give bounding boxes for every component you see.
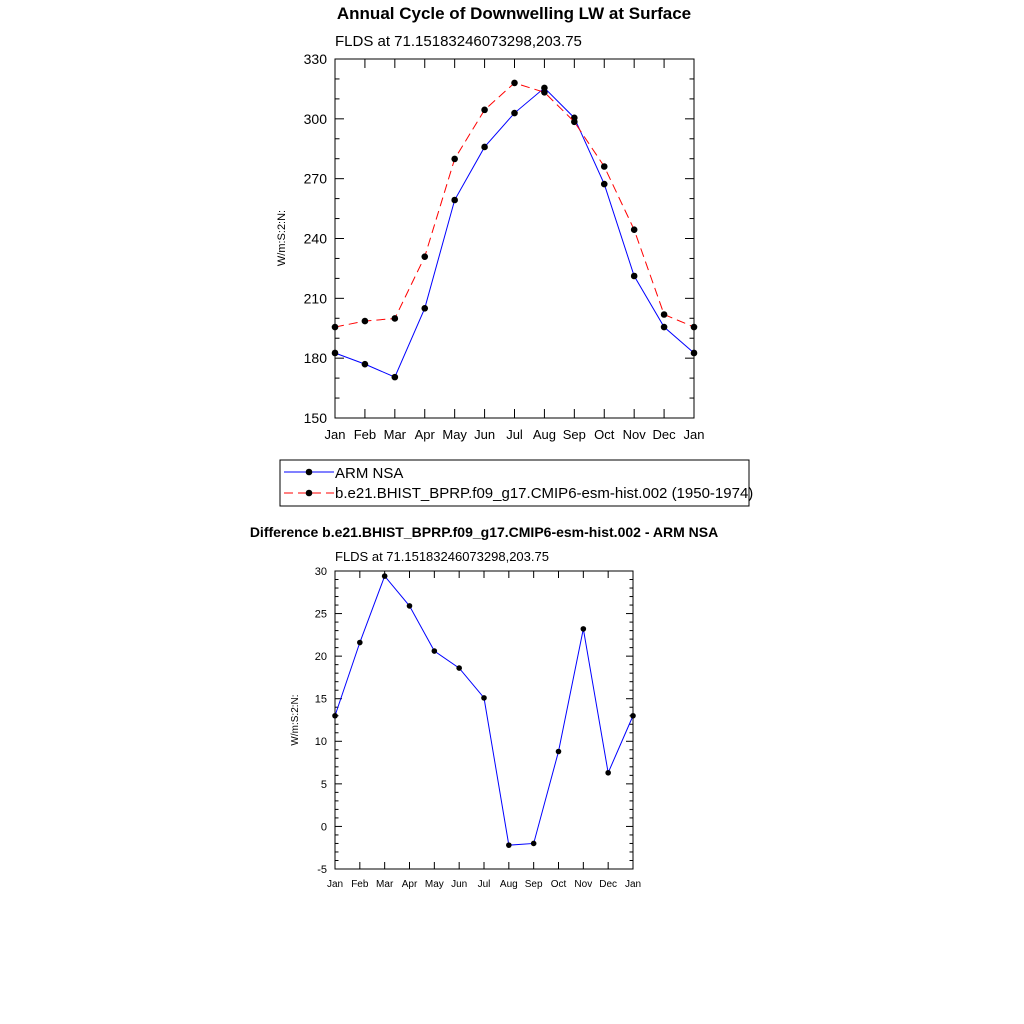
top-legend	[280, 460, 753, 506]
chart0-x-tick-label: Apr	[414, 427, 435, 442]
chart1-series-0-point	[556, 749, 562, 755]
chart0-series-0-point	[451, 197, 458, 204]
chart1-y-tick-label: 5	[320, 778, 327, 791]
chart1-series-0-point	[481, 695, 487, 701]
legend-label-model: b.e21.BHIST_BPRP.f09_g17.CMIP6-esm-hist.002 (1950-1974)	[335, 485, 754, 502]
chart0-y-tick-label: 240	[303, 230, 327, 247]
chart0-series-1-point	[601, 163, 608, 170]
chart1-series-0-point	[605, 770, 611, 776]
chart0-series-0-point	[481, 144, 488, 151]
chart1-y-tick-label: 20	[314, 651, 327, 664]
chart1-y-tick-label: 15	[314, 693, 327, 706]
chart0-x-tick-label: Jul	[506, 427, 523, 442]
chart0-x-tick-label: Feb	[353, 427, 377, 442]
chart1-series-0-point	[382, 573, 388, 579]
chart1-y-tick-label: 25	[314, 608, 327, 621]
chart0-series-1-point	[571, 119, 578, 126]
chart1-series-0-point	[506, 842, 512, 848]
chart0-series-1-point	[362, 318, 369, 325]
legend-marker-arm	[306, 469, 313, 476]
chart1-x-tick-label: Oct	[550, 879, 567, 890]
chart1-x-tick-label: May	[424, 879, 444, 890]
chart0-series-1-point	[481, 107, 488, 114]
chart1-x-tick-label: Mar	[376, 879, 394, 890]
chart0-series-1-point	[332, 324, 339, 331]
chart0-series-1-point	[541, 89, 548, 96]
chart0-series-1-point	[631, 226, 638, 233]
chart0-series-0-point	[601, 181, 608, 188]
chart0-x-tick-label: Mar	[383, 427, 407, 442]
chart1-y-tick-label: 0	[320, 821, 327, 834]
chart0-series-0-point	[421, 305, 428, 312]
chart0-series-0-point	[661, 324, 668, 331]
chart1-series-0-point	[581, 626, 587, 632]
chart0-series-line-0	[335, 88, 694, 377]
chart1-x-tick-label: Sep	[524, 879, 543, 890]
chart1-x-tick-label: Jan	[326, 879, 344, 890]
chart1-x-tick-label: Jan	[624, 879, 642, 890]
chart1-series-line-0	[335, 576, 633, 845]
chart0-x-tick-label: Jan	[324, 427, 346, 442]
top-chart-title: Annual Cycle of Downwelling LW at Surface	[336, 4, 692, 23]
chart1-x-tick-label: Jun	[451, 879, 468, 890]
chart0-x-tick-label: Dec	[652, 427, 676, 442]
chart0-x-tick-label: Aug	[532, 427, 556, 442]
chart1-plot-frame	[335, 571, 633, 869]
chart1-x-tick-label: Nov	[574, 879, 593, 890]
chart1-y-tick-label: 10	[314, 736, 327, 749]
chart0-series-0-point	[362, 361, 369, 368]
top-chart-subtitle: FLDS at 71.15183246073298,203.75	[335, 33, 582, 50]
chart1-series-0-point	[531, 841, 537, 847]
chart0-x-tick-label: Jun	[474, 427, 496, 442]
chart0-x-tick-label: Nov	[622, 427, 646, 442]
chart0-y-tick-label: 270	[303, 170, 327, 187]
chart1-series-0-point	[332, 713, 338, 719]
chart1-x-tick-label: Aug	[499, 879, 518, 890]
top-chart-ylabel: W/m:S:2:N:	[276, 209, 288, 267]
chart0-series-0-point	[332, 350, 339, 357]
legend-label-arm: ARM NSA	[335, 465, 404, 482]
chart0-series-1-point	[661, 311, 668, 318]
legend-marker-model	[306, 490, 313, 497]
chart0-x-tick-label: May	[442, 427, 467, 442]
chart1-x-tick-label: Apr	[401, 879, 418, 890]
chart0-y-tick-label: 150	[303, 410, 327, 427]
chart0-series-1-point	[451, 156, 458, 163]
chart1-series-0-point	[432, 648, 438, 654]
chart0-series-1-point	[691, 324, 698, 331]
chart1-series-0-point	[407, 603, 413, 609]
chart0-y-tick-label: 330	[303, 51, 327, 68]
chart0-series-0-point	[392, 374, 399, 381]
chart0-x-tick-label: Oct	[594, 427, 615, 442]
chart1-y-tick-label: 30	[314, 565, 327, 578]
chart0-series-line-1	[335, 83, 694, 327]
bottom-chart-subtitle: FLDS at 71.15183246073298,203.75	[335, 549, 549, 564]
bottom-chart-ylabel: W/m:S:2:N:	[290, 694, 301, 746]
bottom-chart-title: Difference b.e21.BHIST_BPRP.f09_g17.CMIP6-esm-hist.002 - ARM NSA	[249, 524, 719, 540]
chart1-series-0-point	[630, 713, 636, 719]
chart1-y-tick-label: -5	[317, 863, 327, 876]
chart0-series-1-point	[511, 80, 518, 87]
chart0-series-0-point	[691, 350, 698, 357]
chart1-series-0-point	[456, 665, 462, 671]
chart0-y-tick-label: 300	[303, 110, 327, 127]
chart1-x-tick-label: Jul	[477, 879, 491, 890]
chart0-y-tick-label: 180	[303, 350, 327, 367]
chart0-series-1-point	[421, 253, 428, 260]
chart0-x-tick-label: Jan	[683, 427, 705, 442]
chart0-y-tick-label: 210	[303, 290, 327, 307]
chart1-x-tick-label: Feb	[351, 879, 369, 890]
chart0-series-1-point	[392, 315, 399, 322]
chart0-series-0-point	[511, 110, 518, 117]
chart0-series-0-point	[631, 273, 638, 280]
chart0-x-tick-label: Sep	[562, 427, 586, 442]
chart1-x-tick-label: Dec	[599, 879, 618, 890]
chart1-series-0-point	[357, 640, 363, 646]
